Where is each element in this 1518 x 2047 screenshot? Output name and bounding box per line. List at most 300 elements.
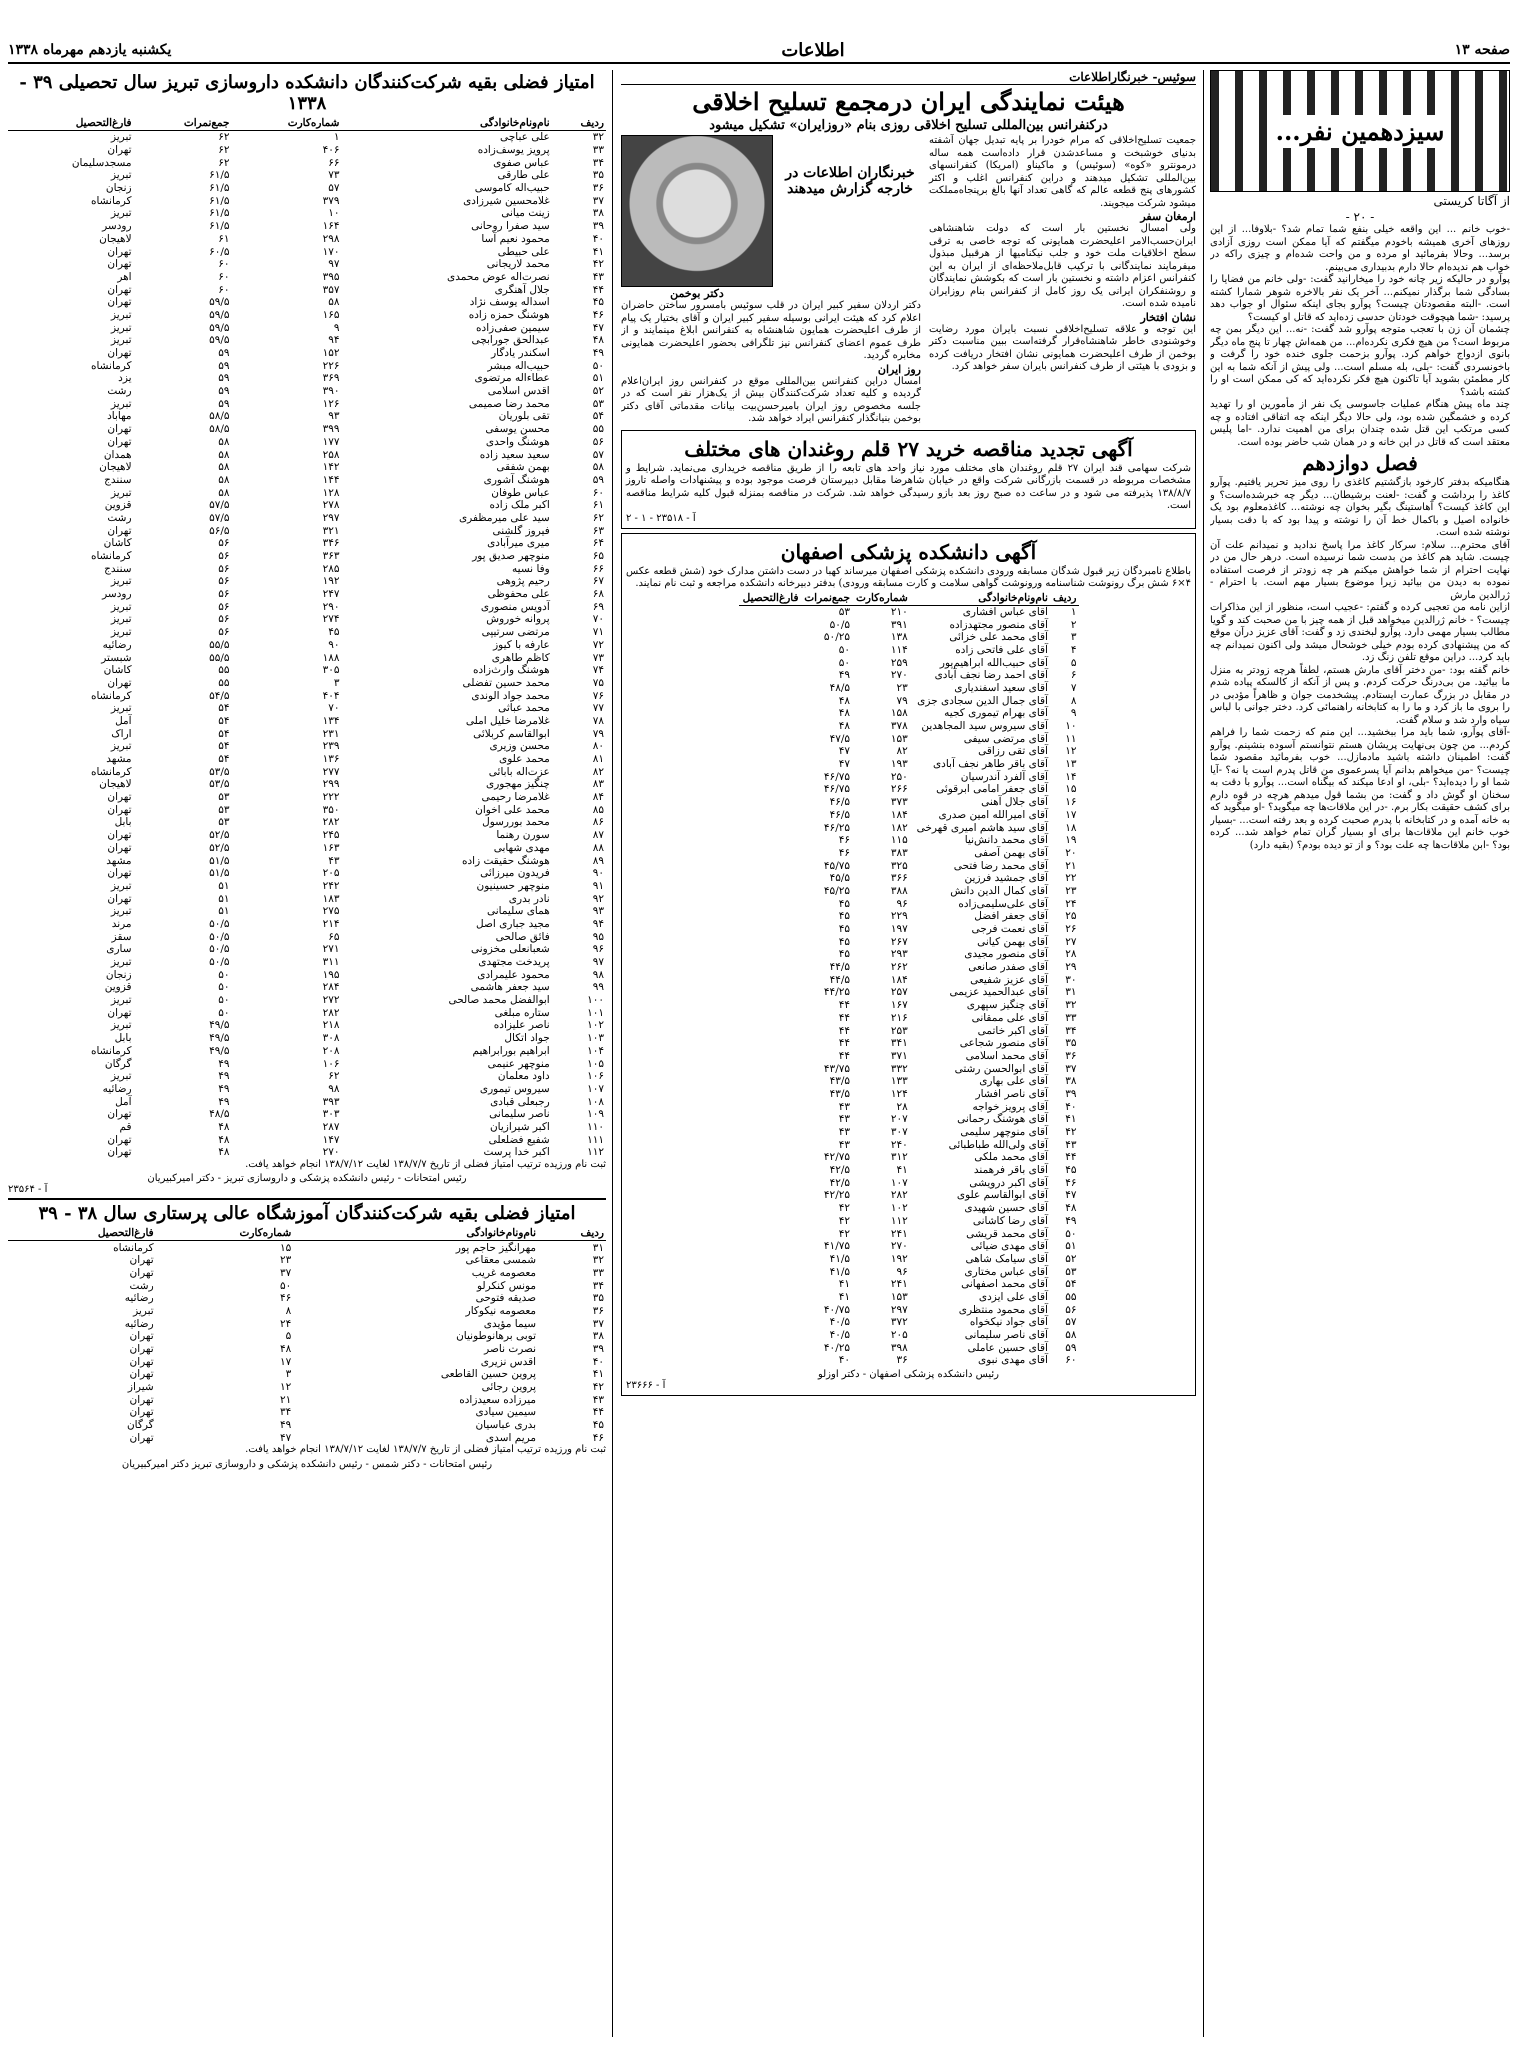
table-cell: ۲۴	[1065, 897, 1077, 910]
table-cell: علی محفوظی	[487, 588, 550, 601]
table-cell: ۵۳	[1065, 1265, 1077, 1278]
table-cell: ۲۷۲	[322, 994, 340, 1007]
table-cell: ۹	[333, 321, 340, 334]
table-cell: منوچهر عنیمی	[487, 1057, 550, 1070]
table-row	[8, 1292, 606, 1305]
table-cell: ۶۲	[218, 144, 230, 157]
table-cell: مریم اسدی	[485, 1431, 537, 1444]
table-row	[739, 631, 1079, 644]
table-cell: ۵۸	[218, 473, 230, 486]
table-cell: تهران	[107, 283, 132, 296]
table-cell: حبیب‌اله مبشر	[487, 359, 550, 372]
table-cell: ۵۷/۵	[209, 511, 230, 524]
table-cell: ۴۸	[838, 707, 851, 720]
table-row	[8, 702, 606, 715]
table-cell: ۲۲	[1065, 872, 1077, 885]
table-cell: ۴۸/۵	[829, 681, 851, 694]
table-cell: ۲۳	[280, 1254, 292, 1267]
table-cell: ۵۵	[1065, 1290, 1077, 1303]
table-cell: مرند	[111, 917, 132, 930]
table-cell: ۲۵۷	[890, 986, 908, 999]
table-cell: ۴۲	[1065, 1126, 1077, 1139]
table-cell: ۹۵	[592, 930, 604, 943]
table-cell: ۲۳۹	[322, 740, 340, 753]
table-cell: ۳۰۳	[322, 1108, 340, 1121]
masthead: اطلاعات	[781, 39, 845, 61]
table-row	[8, 854, 606, 867]
table-row	[8, 144, 606, 157]
table-cell	[739, 1062, 801, 1075]
table-cell: تهران	[107, 892, 132, 905]
table-cell: ۲۸۴	[322, 981, 340, 994]
table-cell: آقای سیروس سید المجاهدین	[921, 720, 1048, 733]
table-cell: ۵۳	[838, 605, 851, 618]
table-cell: ۴۵	[1065, 1164, 1077, 1177]
table-cell: ۲۴۷	[322, 588, 340, 601]
table-row	[739, 796, 1079, 809]
table-row	[8, 1121, 606, 1134]
table-cell: ۴۰	[1065, 1100, 1077, 1113]
table-cell: عزت‌اله بابائی	[488, 765, 550, 778]
table-cell: ۵۶	[218, 550, 230, 563]
table-cell: ۶۷	[592, 575, 604, 588]
table-cell: ۵۰/۵	[209, 917, 230, 930]
table-cell: ۱۵۳	[890, 1290, 908, 1303]
table-cell: ۲۵۸	[322, 448, 340, 461]
table-cell: رضائیه	[124, 1317, 154, 1330]
table-cell: وفا نسیه	[512, 562, 550, 575]
table-cell: ۳	[285, 1368, 292, 1381]
table-cell: ۱۲۸	[322, 486, 340, 499]
isfahan-signature: رئیس دانشکده پزشکی اصفهان - دکتر اوزلو	[817, 1368, 1000, 1380]
table-row	[8, 283, 606, 296]
table-cell: تبریز	[110, 613, 132, 626]
table-cell: ۲۸۷	[322, 1120, 340, 1133]
table-cell	[739, 872, 801, 885]
table-cell: ۵۲	[592, 385, 604, 398]
table-cell: آقای حسین شهیدی	[964, 1202, 1048, 1215]
table-row	[8, 1267, 606, 1280]
table-cell: پروانه خوروش	[486, 613, 550, 626]
table-cell: ۳۲	[592, 1254, 604, 1267]
table-cell: ۳۱۱	[322, 956, 340, 969]
table-row	[739, 1037, 1079, 1050]
table-cell: ۴۶	[592, 1431, 604, 1444]
table-cell: اقدس اسلامی	[487, 385, 550, 398]
table-header: شماره‌کارت	[156, 1226, 294, 1241]
table-cell: ۹	[1070, 707, 1077, 720]
table-row	[739, 1024, 1079, 1037]
table-cell: ۵۴	[218, 753, 230, 766]
table-cell: ۵۴	[592, 410, 604, 423]
table-cell: آقای منصور مجتهدزاده	[949, 618, 1048, 631]
table-cell: ۷۴	[592, 664, 604, 677]
serial-paragraph: خانم گفته بود: -من دختر آقای مارش هستم، لطفاً هرچه زودتر به منزل ما بیائید. من بی‌درنگ حرکت کردم. و پس از آنکه از کالسکه پیاده شدم در مقابل در بزرگ عمارت ایستادم. پیشخدمت جوان و ظاهراً مؤدبی در را بروی ما باز کرد و ما را به کتابخانه راهنمائی کرد. دختر جوانی با لباس سیاه وارد شد و سلام گفت.	[1210, 664, 1510, 726]
table-row	[8, 220, 606, 233]
nursing-title: امتیاز فضلی بقیه شرکت‌کنندگان آموزشگاه عالی پرستاری سال ۳۸ - ۳۹	[38, 1203, 576, 1225]
table-cell: ۲۱۶	[890, 1011, 908, 1024]
table-cell: گرگان	[104, 1057, 132, 1070]
table-cell: ۹۸	[592, 968, 604, 981]
table-cell	[739, 1253, 801, 1266]
table-cell: ۴۰۴	[322, 689, 340, 702]
table-cell: آقای علی بهاری	[979, 1075, 1048, 1088]
table-cell: ۳۷	[592, 1317, 604, 1330]
table-cell: ۱۰۷	[587, 1082, 604, 1095]
table-cell: ۵۱/۵	[209, 867, 230, 880]
table-cell: مونس کنکرلو	[476, 1279, 537, 1292]
table-cell: ۵۲	[1065, 1252, 1077, 1265]
table-cell: ناصر سلیمانی	[489, 1108, 550, 1121]
table-cell: ۷۲	[592, 638, 604, 651]
table-cell: تبریز	[110, 626, 132, 639]
table-row	[8, 664, 606, 677]
tabriz-table	[8, 116, 606, 1159]
table-cell: ۶	[1070, 669, 1077, 682]
table-cell: ۱۲	[280, 1381, 292, 1394]
table-cell: زنجان	[105, 968, 132, 981]
table-row	[739, 885, 1079, 898]
table-row	[8, 740, 606, 753]
table-cell: فائق صالحی	[495, 930, 550, 943]
table-cell: ۴۰/۷۵	[823, 1303, 851, 1316]
table-cell: ۹۴	[328, 334, 340, 347]
table-cell: چنگیز مهجوری	[486, 778, 550, 791]
serial-author: از آگاتا کریستی	[1433, 194, 1510, 208]
table-cell: پروین حسین القاطعی	[440, 1368, 537, 1381]
table-cell: آقای مرتضی سیفی	[963, 732, 1048, 745]
table-cell: آقای نعمت فرجی	[971, 923, 1048, 936]
table-cell: ۵۳	[218, 803, 230, 816]
table-cell: تهران	[129, 1406, 154, 1419]
table-cell: ۴۴	[592, 1406, 604, 1419]
table-cell: ۴۶	[1065, 1176, 1077, 1189]
table-cell: ۴۳	[838, 1113, 851, 1126]
table-cell: ۴۳	[328, 854, 340, 867]
table-cell: ۵۶/۵	[209, 524, 230, 537]
table-cell: ۴۱	[896, 1164, 908, 1177]
table-cell: ۳۳	[1065, 1011, 1077, 1024]
table-row	[739, 1176, 1079, 1189]
table-cell: ۹۴	[592, 917, 604, 930]
table-cell: رضائیه	[124, 1292, 154, 1305]
table-cell: علی حبیطی	[497, 245, 550, 258]
article-subhead: نشان افتخار	[1140, 310, 1196, 324]
table-cell	[739, 1227, 801, 1240]
table-cell: ۲۵	[1065, 910, 1077, 923]
table-row	[739, 1151, 1079, 1164]
table-cell: رشت	[129, 1279, 154, 1292]
table-cell: محمد جواد الوندی	[471, 689, 550, 702]
table-cell: ۳۸۳	[890, 846, 908, 859]
table-cell: ۱۰۳	[587, 1032, 604, 1045]
serial-paragraph: -خوب خانم ... این واقعه خیلی بنفع شما تمام شد؟ -بلاوفا... از این روزهای آخری همیشه باخودم میگفتم که آیا ممکن است روزی آزادی برسد... وحالا بفرمائید او مرده و من واحت شده‌ام و چیزی راکه در خواب هم ندیده‌ام حالا دارم بدبیداری می‌بینم.	[1210, 224, 1510, 273]
table-cell: ۳۴	[592, 156, 604, 169]
table-cell: ۳۳	[592, 1266, 604, 1279]
table-cell: تهران	[129, 1355, 154, 1368]
table-cell: محمد علی اخوان	[475, 803, 550, 816]
table-cell	[739, 1050, 801, 1063]
table-cell: علی عباچی	[500, 131, 550, 144]
table-cell: ۳۴۱	[890, 1037, 908, 1050]
table-cell: ۴۹	[218, 1057, 230, 1070]
table-cell: ۵۶	[218, 613, 230, 626]
table-cell: ۲۶۶	[890, 783, 908, 796]
table-cell: ۲۹	[1065, 961, 1077, 974]
table-cell: مشهد	[106, 854, 132, 867]
table-cell: ۴۲/۲۵	[823, 1189, 851, 1202]
table-cell: معصومه غریب	[471, 1266, 537, 1279]
table-cell: ۸۷	[592, 829, 604, 842]
table-cell: کاظم طاهری	[491, 651, 550, 664]
table-cell	[739, 1341, 801, 1354]
table-cell: ۴۵	[592, 1419, 604, 1432]
table-cell: تبریز	[110, 575, 132, 588]
table-cell: ۴۵/۲۵	[823, 884, 851, 897]
table-cell: ۶۸	[592, 588, 604, 601]
table-cell: میرزاده سعیدزاده	[459, 1393, 537, 1406]
table-cell: ۲۷	[1065, 935, 1077, 948]
table-row	[8, 1305, 606, 1318]
table-cell: تهران	[107, 676, 132, 689]
tabriz-note: ثبت نام ورزیده ترتیب امتیاز فضلی از تاریخ ۱۳۸/۷/۷ لغایت ۱۳۸/۷/۱۲ انجام خواهد یافت.	[245, 1158, 606, 1170]
table-cell: ۸۴	[592, 791, 604, 804]
table-cell: ۴۵	[328, 626, 340, 639]
table-cell: ۴۹/۵	[209, 1019, 230, 1032]
table-cell: ۴۶	[592, 308, 604, 321]
table-row	[8, 765, 606, 778]
table-cell: ۴۸	[592, 334, 604, 347]
table-cell	[739, 1113, 801, 1126]
table-cell: ۳۰	[1065, 973, 1077, 986]
table-cell: تهران	[107, 1146, 132, 1159]
table-cell: آقای محمد علی خزائی	[949, 631, 1048, 644]
table-cell: تهران	[107, 258, 132, 271]
table-cell: ۷۱	[592, 626, 604, 639]
table-cell: غلامحسین شیرزادی	[463, 194, 550, 207]
table-cell: تهران	[107, 1006, 132, 1019]
table-cell: آقای اکبر درویشی	[969, 1176, 1048, 1189]
table-cell: ۳۶۶	[890, 872, 908, 885]
table-cell: ۳۵	[1065, 1037, 1077, 1050]
table-row	[8, 372, 606, 385]
table-row	[8, 575, 606, 588]
table-cell: ۵۵/۵	[209, 638, 230, 651]
table-cell: ۲۸۲	[322, 816, 340, 829]
table-cell: ۱۰۷	[890, 1176, 908, 1189]
table-row	[8, 791, 606, 804]
table-cell: ۳۴	[1065, 1024, 1077, 1037]
table-cell: ۴۸	[218, 1133, 230, 1146]
table-cell: ۴۸	[280, 1343, 292, 1356]
table-cell: ۶۶	[592, 562, 604, 575]
table-cell: آقای جمال الدین سجادی جزی	[917, 694, 1048, 707]
table-cell: ۳۲	[1065, 999, 1077, 1012]
table-row	[8, 943, 606, 956]
table-cell: ۴۸/۵	[209, 1108, 230, 1121]
table-cell: قزوین	[104, 981, 132, 994]
table-row	[739, 1354, 1079, 1367]
table-cell: ۴۳	[838, 1100, 851, 1113]
table-row	[8, 867, 606, 880]
table-cell: اسکندر یادگار	[491, 347, 550, 360]
table-cell: ۱۶	[1065, 796, 1077, 809]
table-cell: ۳۷۹	[322, 194, 340, 207]
table-cell: ۱۰۹	[587, 1108, 604, 1121]
table-cell	[739, 1202, 801, 1215]
table-cell: ۴۹	[592, 347, 604, 360]
table-cell: ۹۳	[592, 905, 604, 918]
table-row	[8, 537, 606, 550]
table-row	[8, 1343, 606, 1356]
table-cell: ۳۹۰	[322, 385, 340, 398]
table-cell: ۴۰	[838, 1354, 851, 1367]
table-cell: ۱۰۱	[587, 1006, 604, 1019]
table-cell: ساری	[106, 943, 132, 956]
table-cell: سنندج	[104, 473, 132, 486]
table-row	[8, 258, 606, 271]
table-row	[739, 669, 1079, 682]
table-row	[8, 905, 606, 918]
table-row	[8, 296, 606, 309]
page-number: صفحه ۱۳	[1454, 42, 1510, 58]
table-cell: آقای محمد قریشی	[966, 1227, 1048, 1240]
table-cell	[739, 1354, 801, 1367]
isfahan-table-body	[739, 605, 1079, 1367]
table-cell: بهمن شفقی	[496, 461, 550, 474]
table-cell: ۹۶	[896, 897, 908, 910]
table-cell	[739, 1151, 801, 1164]
table-row	[8, 169, 606, 182]
table-cell: ۵۱	[218, 892, 230, 905]
table-cell: آقای کمال الدین دانش	[950, 884, 1048, 897]
tender-ref: آ - ۲۳۵۱۸ - ۱ - ۲	[626, 512, 696, 524]
table-cell: آقای منصور شجاعی	[959, 1037, 1048, 1050]
table-row	[8, 474, 606, 487]
table-cell: آقای باقر طاهر نجف آبادی	[932, 758, 1048, 771]
table-cell: تبریز	[110, 956, 132, 969]
table-cell: مهرانگیز حاجم پور	[455, 1241, 537, 1254]
article-body: دکتر اردلان سفیر کبیر ایران در قلب سوئیس بامسرور ساختن حاضران اعلام کرد که هیئت ایرانی بوسیله سفیر کبیر ایران و آقای بختیار یک پیام از طرف اعلیحضرت همایون شاهنشاه به کنفرانس ابلاغ مینمایند و از طرف عموم اعضای کنفرانس نیز تلگرافی بحضور اعلیحضرت همایونی مخابره گردید.	[621, 300, 921, 361]
table-cell: ۲۹۷	[322, 511, 340, 524]
table-cell: آقای بهرام تیموری کجیه	[944, 707, 1048, 720]
table-cell: ۱۷	[280, 1355, 292, 1368]
table-cell: محمد لاریجانی	[486, 258, 550, 271]
table-row	[8, 1241, 606, 1254]
table-cell: قزوین	[104, 499, 132, 512]
table-cell: ۳۰۵	[322, 664, 340, 677]
table-cell: ۵۱	[218, 879, 230, 892]
table-cell: ۵۹/۵	[209, 308, 230, 321]
table-cell: ۴۹	[218, 1070, 230, 1083]
table-cell: ۵۸	[218, 461, 230, 474]
table-header: شماره‌کارت	[852, 591, 910, 606]
table-cell: تهران	[107, 791, 132, 804]
table-cell: اسداله یوسف نژاد	[469, 296, 550, 309]
table-row	[8, 1045, 606, 1058]
table-cell: ۵۶	[218, 562, 230, 575]
table-row	[8, 930, 606, 943]
table-row	[739, 961, 1079, 974]
table-cell: ۱۱۲	[587, 1146, 604, 1159]
table-cell: ۱۰۰	[587, 994, 604, 1007]
table-row	[739, 1265, 1079, 1278]
table-cell	[739, 1316, 801, 1329]
table-row	[739, 1012, 1079, 1025]
table-row	[739, 618, 1079, 631]
table-cell: صدیقه فتوحی	[475, 1292, 537, 1305]
table-row	[8, 461, 606, 474]
table-row	[739, 745, 1079, 758]
serial-cartoon	[1210, 70, 1510, 192]
table-cell: آقای محمد اصفهانی	[961, 1278, 1048, 1291]
nursing-table-body	[8, 1241, 606, 1445]
table-row	[739, 694, 1079, 707]
article-body: امسال دراین کنفرانس بین‌المللی موقع در کنفرانس روز ایران‌اعلام گردیده و کلیه تعداد شرکت‌کنندگان بیش از یک‌هزار نفر است که در جلسه مخصوص روز ایران بامیرحسن‌بیت بیانات مقدماتی آقای دکتر بوخمن بنیانگذار کنفرانس ایراد خواهد شد.	[621, 375, 921, 424]
article-body: این توجه و علاقه تسلیح‌اخلاقی نسبت بایران مورد رضایت وخوشنودی خاطر شاهنشاه‌قرار گرفته‌است ببین مناسبت دکتر بوخمن از طرف اعلیحضرت همایونی نشان افتخار دریافت کرده و بزودی با هیئتی از طرف کنفرانس بایران سفر خواهد کرد.	[929, 323, 1196, 372]
lists-column	[8, 70, 606, 2037]
table-cell: ۲۸۲	[322, 1006, 340, 1019]
table-cell: عطاءاله مرتضوی	[474, 372, 550, 385]
table-cell: ۴۵	[592, 296, 604, 309]
disarm-headline: هیئت نمایندگی ایران درمجمع تسلیح اخلاقی	[692, 87, 1125, 116]
table-cell: ۳۹۱	[890, 618, 908, 631]
table-cell: ۵۹	[592, 473, 604, 486]
table-row	[739, 923, 1079, 936]
table-row	[8, 981, 606, 994]
table-header: نام‌ونام‌خانوادگی	[910, 591, 1050, 606]
table-cell: ۵۷/۵	[209, 499, 230, 512]
table-cell: تقی بلوریان	[498, 410, 550, 423]
serial-paragraph: چشمان آن زن با تعجب متوجه پوآرو شد گفت: -نه... این دیگر بمن چه مربوط است؟ من هیچ فکری نکرده‌ام... من همه‌اش چهار تا پنج ماه دیگر بانوی ازدواج خواهم کرد. پوآرو بزحمت جلوی خنده خود را گرفت و باخونسردی گفت: -بلی، بله مسلم است... ولی پیش از آنکه شما به این کار مطمئن بشوید آیا تاکنون هیچ فکر نکرده‌اید که کی ممکن است او را کشته باشد؟	[1210, 324, 1510, 398]
table-cell: ۱۹۲	[890, 1252, 908, 1265]
table-cell: ۵۸	[1065, 1329, 1077, 1342]
table-row	[8, 727, 606, 740]
table-cell: ۵۳/۵	[209, 778, 230, 791]
table-row	[739, 1316, 1079, 1329]
table-cell	[739, 1278, 801, 1291]
table-cell: آقای بهمن آصفی	[974, 846, 1048, 859]
table-cell: تهران	[107, 296, 132, 309]
table-cell: ابوالقاسم کربلائی	[473, 727, 550, 740]
table-row	[8, 410, 606, 423]
table-cell: ۴۸	[1065, 1202, 1077, 1215]
table-cell: آقای ناصر سلیمانی	[964, 1329, 1048, 1342]
table-cell	[739, 1138, 801, 1151]
table-cell: ۶۶	[328, 156, 340, 169]
table-cell: ۸۳	[592, 778, 604, 791]
table-row	[739, 821, 1079, 834]
table-cell: ۴۱	[592, 245, 604, 258]
table-cell: ۱۸۴	[890, 808, 908, 821]
table-cell: منوچهر صدیق پور	[472, 550, 550, 563]
table-cell: ۴۲	[592, 1381, 604, 1394]
serial-paragraph: آقای محترم... سلام: سرکار کاغذ مرا پاسخ ندادید و نمیدانم علت آن چیست. شاید هم کاغذ من بدست شما نرسیده است. درهر حال من در نهایت احترام از شما خواهش میکنم هر چه زودتر از فرصت استفاده نموده به دیدن من بیائید زیرا موضوع بسیار مهم است. با احترام - ژرالدین مارش	[1210, 539, 1510, 601]
table-cell	[739, 694, 801, 707]
table-cell: ۵۶	[218, 575, 230, 588]
table-cell: ۵۵	[592, 423, 604, 436]
table-cell: ۵۰	[218, 1006, 230, 1019]
table-cell: آقای محمود منتظری	[958, 1303, 1048, 1316]
table-cell: ۳۳۲	[890, 1062, 908, 1075]
table-cell: ۱۴۷	[322, 1133, 340, 1146]
tabriz-ref: آ - ۲۳۵۶۴	[8, 1184, 48, 1196]
table-cell: ۶۲	[218, 131, 230, 144]
table-cell: آقای علی‌سلیمی‌زاده	[958, 897, 1048, 910]
table-header: فارغ‌التحصیل	[8, 1226, 156, 1241]
table-cell: ۱۷	[1065, 808, 1077, 821]
table-row	[739, 1075, 1079, 1088]
